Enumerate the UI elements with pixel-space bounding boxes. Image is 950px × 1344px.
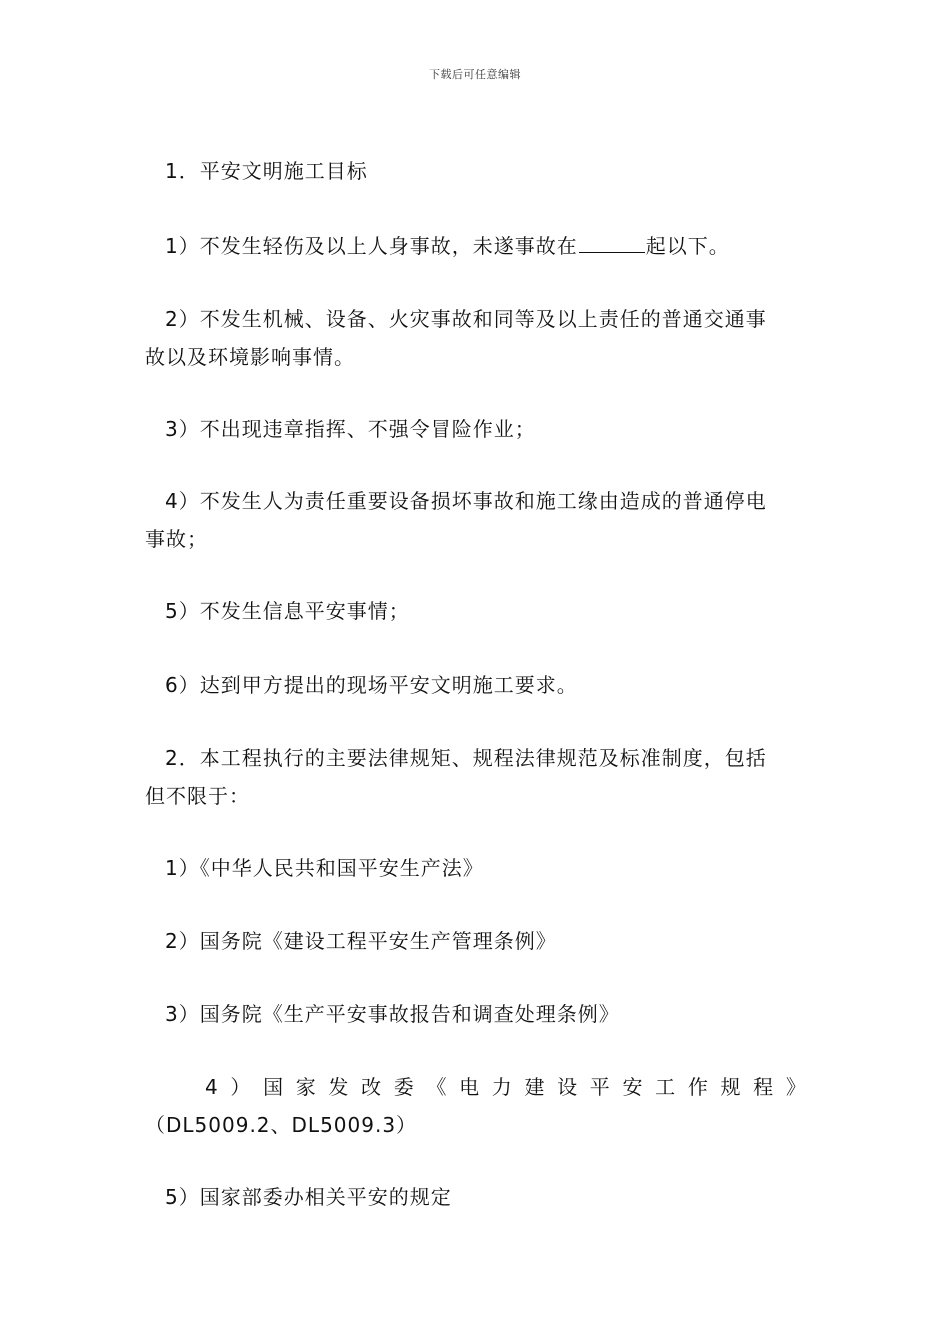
char: 委 (393, 1075, 415, 1099)
char: 作 (687, 1075, 709, 1099)
section-1-item-1 (145, 227, 807, 265)
section-1-item-2 (145, 300, 807, 376)
char: 发 (328, 1075, 350, 1099)
item-1-text-before: 1）不发生轻伤及以上人身事故，未遂事故在 (165, 234, 578, 258)
char: 平 (589, 1075, 611, 1099)
char: 国 (263, 1075, 285, 1099)
section-1-item-4 (145, 482, 807, 558)
item-2-line-2: 故以及环境影响事情。 (145, 345, 355, 369)
section-1-title: 1．平安文明施工目标 (165, 159, 368, 183)
char: 安 (622, 1075, 644, 1099)
char: 设 (557, 1075, 579, 1099)
fill-in-blank (579, 232, 645, 253)
char: 规 (720, 1075, 742, 1099)
char: 程 (753, 1075, 775, 1099)
item-1-text-after: 起以下。 (645, 234, 730, 258)
section-2-item-2: 2）国务院《建设工程平安生产管理条例》 (165, 929, 557, 953)
section-2-item-5: 5）国家部委办相关平安的规定 (165, 1185, 452, 1209)
section-2-item-4 (145, 1068, 807, 1144)
section-2-item-3: 3）国务院《生产平安事故报告和调查处理条例》 (165, 1002, 620, 1026)
section-1-item-6: 6）达到甲方提出的现场平安文明施工要求。 (165, 673, 578, 697)
char: 改 (361, 1075, 383, 1099)
section-2-title-line-2: 但不限于： (145, 784, 250, 808)
item-4-line-1: 4）不发生人为责任重要设备损坏事故和施工缘由造成的普通停电 (165, 489, 767, 513)
section-2-title-line-1: 2．本工程执行的主要法律规矩、规程法律规范及标准制度，包括 (165, 746, 767, 770)
item-2-line-1: 2）不发生机械、设备、火灾事故和同等及以上责任的普通交通事 (165, 307, 767, 331)
char: 力 (491, 1075, 513, 1099)
char: 》 (785, 1075, 807, 1099)
section-2-title (145, 739, 807, 815)
item-4-line-2: 事故； (145, 527, 208, 551)
page-header: 下载后可任意编辑 (429, 68, 521, 81)
item-4-justified-line (145, 1068, 807, 1106)
char: ） (230, 1075, 252, 1099)
char: 建 (524, 1075, 546, 1099)
char: 电 (459, 1075, 481, 1099)
char: 工 (655, 1075, 677, 1099)
char: 《 (426, 1075, 448, 1099)
section-1-item-3: 3）不出现违章指挥、不强令冒险作业； (165, 417, 536, 441)
section-1-item-5: 5）不发生信息平安事情； (165, 599, 410, 623)
section-2-item-1: 1）《中华人民共和国平安生产法》 (165, 856, 484, 880)
char: 家 (295, 1075, 317, 1099)
item-4-line-2: （DL5009.2、DL5009.3） (145, 1113, 418, 1137)
char: 4 (205, 1075, 219, 1099)
